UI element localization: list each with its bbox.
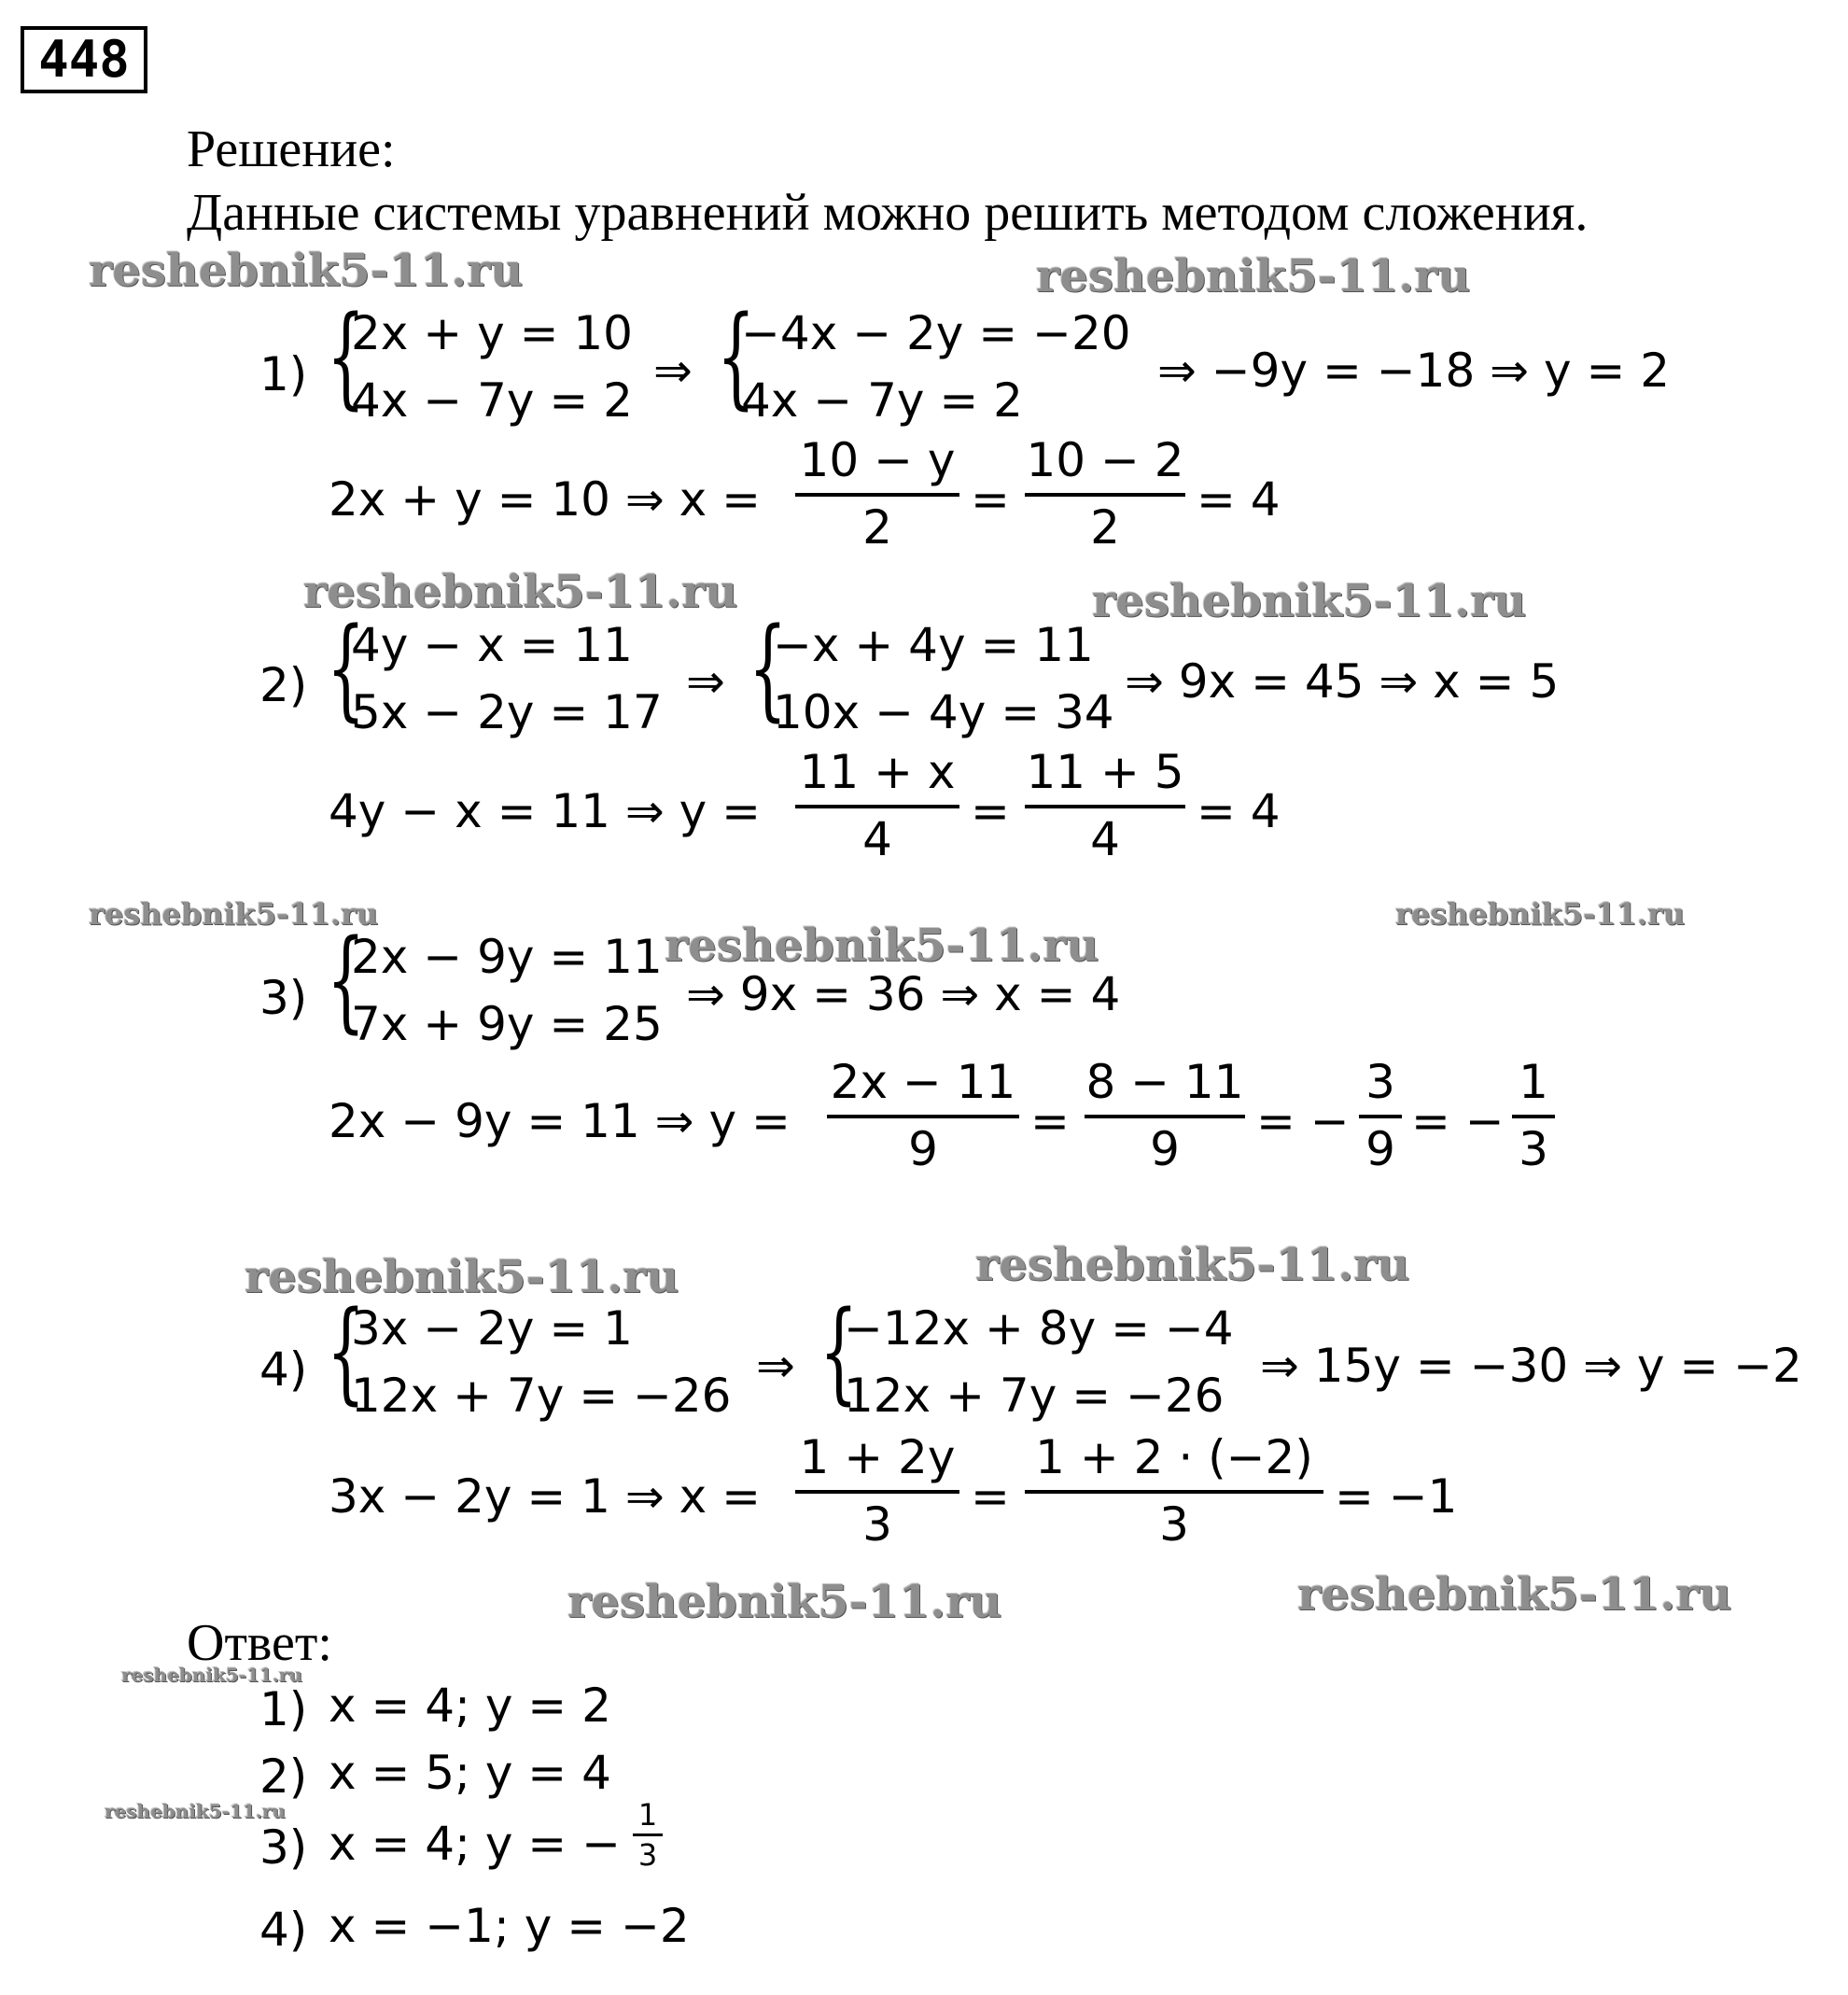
left-brace: { bbox=[749, 603, 788, 732]
part-2-fraction-2 bbox=[1025, 745, 1185, 866]
answer-4-text: x = −1; y = −2 bbox=[329, 1899, 690, 1953]
part-4-transformed-eq1: −12x + 8y = −4 bbox=[844, 1301, 1234, 1356]
watermark: reshebnik5-11.ru bbox=[1092, 575, 1527, 627]
fraction-numerator: 1 bbox=[1519, 1055, 1548, 1109]
part-4-final: = −1 bbox=[1335, 1469, 1458, 1524]
part-2-transformed-eq1: −x + 4y = 11 bbox=[773, 618, 1094, 672]
part-4-substitution: 3x − 2y = 1 ⇒ x = bbox=[329, 1469, 762, 1524]
part-4-transformed-eq2: 12x + 7y = −26 bbox=[844, 1369, 1225, 1423]
fraction-bar bbox=[795, 805, 959, 808]
watermark: reshebnik5-11.ru bbox=[245, 1251, 679, 1303]
part-2-result: ⇒ 9x = 45 ⇒ x = 5 bbox=[1125, 654, 1560, 709]
part-1-system-eq1: 2x + y = 10 bbox=[351, 306, 633, 360]
part-2-system-eq1: 4y − x = 11 bbox=[351, 618, 633, 672]
fraction-bar bbox=[1025, 493, 1185, 497]
implies-arrow: ⇒ bbox=[653, 344, 693, 398]
left-brace: { bbox=[327, 603, 366, 732]
fraction-bar bbox=[795, 493, 959, 497]
left-brace: { bbox=[327, 1286, 366, 1415]
answer-2-text: x = 5; y = 4 bbox=[329, 1746, 611, 1800]
equals-minus: = − bbox=[1256, 1094, 1350, 1148]
method-text: Данные системы уравнений можно решить методом сложения. bbox=[187, 184, 1589, 242]
part-1-fraction-2 bbox=[1025, 433, 1185, 555]
part-2-label: 2) bbox=[259, 658, 308, 712]
part-4-system-eq2: 12x + 7y = −26 bbox=[351, 1369, 732, 1423]
part-1-substitution: 2x + y = 10 ⇒ x = bbox=[329, 472, 762, 527]
implies-arrow: ⇒ bbox=[686, 654, 725, 709]
solution-label: Решение: bbox=[187, 120, 396, 178]
problem-number: 448 bbox=[21, 26, 147, 93]
fraction-denominator: 3 bbox=[1159, 1497, 1189, 1552]
part-1-transformed-eq2: 4x − 7y = 2 bbox=[741, 373, 1023, 428]
fraction-numerator: 8 − 11 bbox=[1085, 1055, 1244, 1109]
part-4-label: 4) bbox=[259, 1342, 308, 1397]
answer-1-text: x = 4; y = 2 bbox=[329, 1679, 611, 1733]
answer-2-label: 2) bbox=[259, 1749, 308, 1804]
equals-sign: = bbox=[971, 1469, 1010, 1524]
part-2-fraction-1 bbox=[795, 745, 959, 866]
fraction-numerator: 11 + 5 bbox=[1026, 745, 1184, 799]
part-2-final: = 4 bbox=[1197, 784, 1281, 838]
fraction-denominator: 3 bbox=[862, 1497, 892, 1552]
answer-3-fraction bbox=[633, 1797, 663, 1873]
watermark: reshebnik5-11.ru bbox=[975, 1239, 1410, 1291]
watermark: reshebnik5-11.ru bbox=[89, 896, 379, 932]
part-3-substitution: 2x − 9y = 11 ⇒ y = bbox=[329, 1094, 791, 1148]
fraction-numerator: 3 bbox=[1365, 1055, 1395, 1109]
implies-arrow: ⇒ bbox=[756, 1339, 795, 1393]
left-brace: { bbox=[327, 291, 366, 420]
part-3-fraction-3 bbox=[1359, 1055, 1402, 1176]
part-3-fraction-1 bbox=[827, 1055, 1019, 1176]
watermark: reshebnik5-11.ru bbox=[121, 1664, 302, 1686]
fraction-bar bbox=[1025, 1490, 1323, 1494]
part-1-final: = 4 bbox=[1197, 472, 1281, 527]
fraction-denominator: 9 bbox=[908, 1122, 938, 1176]
fraction-denominator: 4 bbox=[862, 812, 892, 866]
part-1-fraction-1 bbox=[795, 433, 959, 555]
answer-4-label: 4) bbox=[259, 1903, 308, 1957]
left-brace: { bbox=[819, 1286, 859, 1415]
part-2-substitution: 4y − x = 11 ⇒ y = bbox=[329, 784, 762, 838]
part-4-result: ⇒ 15y = −30 ⇒ y = −2 bbox=[1260, 1339, 1802, 1393]
fraction-bar bbox=[795, 1490, 959, 1494]
fraction-bar bbox=[827, 1115, 1019, 1118]
part-3-result: ⇒ 9x = 36 ⇒ x = 4 bbox=[686, 967, 1121, 1021]
fraction-bar bbox=[1025, 805, 1185, 808]
answer-label: Ответ: bbox=[187, 1614, 332, 1672]
fraction-denominator: 9 bbox=[1150, 1122, 1180, 1176]
part-3-system-eq1: 2x − 9y = 11 bbox=[351, 930, 663, 984]
part-4-fraction-1 bbox=[795, 1430, 959, 1552]
fraction-denominator: 3 bbox=[637, 1837, 658, 1873]
watermark: reshebnik5-11.ru bbox=[89, 245, 524, 297]
watermark: reshebnik5-11.ru bbox=[665, 920, 1099, 972]
fraction-bar bbox=[1085, 1115, 1245, 1118]
fraction-bar bbox=[633, 1833, 663, 1836]
watermark: reshebnik5-11.ru bbox=[1395, 896, 1686, 932]
part-3-system-eq2: 7x + 9y = 25 bbox=[351, 997, 663, 1051]
fraction-denominator: 2 bbox=[1090, 500, 1120, 555]
fraction-numerator: 1 + 2y bbox=[799, 1430, 956, 1484]
equals-minus: = − bbox=[1411, 1094, 1505, 1148]
fraction-denominator: 9 bbox=[1365, 1122, 1395, 1176]
equals-sign: = bbox=[971, 472, 1010, 527]
watermark: reshebnik5-11.ru bbox=[105, 1800, 286, 1822]
equals-sign: = bbox=[1030, 1094, 1070, 1148]
part-2-system-eq2: 5x − 2y = 17 bbox=[351, 685, 663, 739]
watermark: reshebnik5-11.ru bbox=[303, 566, 738, 618]
fraction-numerator: 10 − y bbox=[799, 433, 956, 487]
part-3-fraction-2 bbox=[1085, 1055, 1245, 1176]
equals-sign: = bbox=[971, 784, 1010, 838]
watermark: reshebnik5-11.ru bbox=[1297, 1568, 1732, 1621]
part-1-result: ⇒ −9y = −18 ⇒ y = 2 bbox=[1157, 344, 1671, 398]
fraction-numerator: 1 bbox=[637, 1797, 658, 1833]
answer-3-label: 3) bbox=[259, 1820, 308, 1875]
watermark: reshebnik5-11.ru bbox=[567, 1576, 1002, 1628]
part-2-transformed-eq2: 10x − 4y = 34 bbox=[773, 685, 1114, 739]
fraction-numerator: 11 + x bbox=[799, 745, 956, 799]
fraction-bar bbox=[1512, 1115, 1555, 1118]
fraction-denominator: 2 bbox=[862, 500, 892, 555]
answer-3-text: x = 4; y = − bbox=[329, 1817, 621, 1871]
fraction-denominator: 4 bbox=[1090, 812, 1120, 866]
part-3-fraction-4 bbox=[1512, 1055, 1555, 1176]
fraction-bar bbox=[1359, 1115, 1402, 1118]
part-3-label: 3) bbox=[259, 971, 308, 1025]
fraction-numerator: 1 + 2 · (−2) bbox=[1035, 1430, 1313, 1484]
watermark: reshebnik5-11.ru bbox=[1036, 250, 1471, 302]
part-1-transformed-eq1: −4x − 2y = −20 bbox=[741, 306, 1131, 360]
part-1-system-eq2: 4x − 7y = 2 bbox=[351, 373, 633, 428]
part-4-system-eq1: 3x − 2y = 1 bbox=[351, 1301, 633, 1356]
left-brace: { bbox=[717, 291, 756, 420]
fraction-denominator: 3 bbox=[1519, 1122, 1548, 1176]
fraction-numerator: 2x − 11 bbox=[830, 1055, 1016, 1109]
part-1-label: 1) bbox=[259, 347, 308, 401]
part-4-fraction-2 bbox=[1025, 1430, 1323, 1552]
left-brace: { bbox=[327, 915, 366, 1044]
answer-1-label: 1) bbox=[259, 1682, 308, 1736]
fraction-numerator: 10 − 2 bbox=[1026, 433, 1184, 487]
